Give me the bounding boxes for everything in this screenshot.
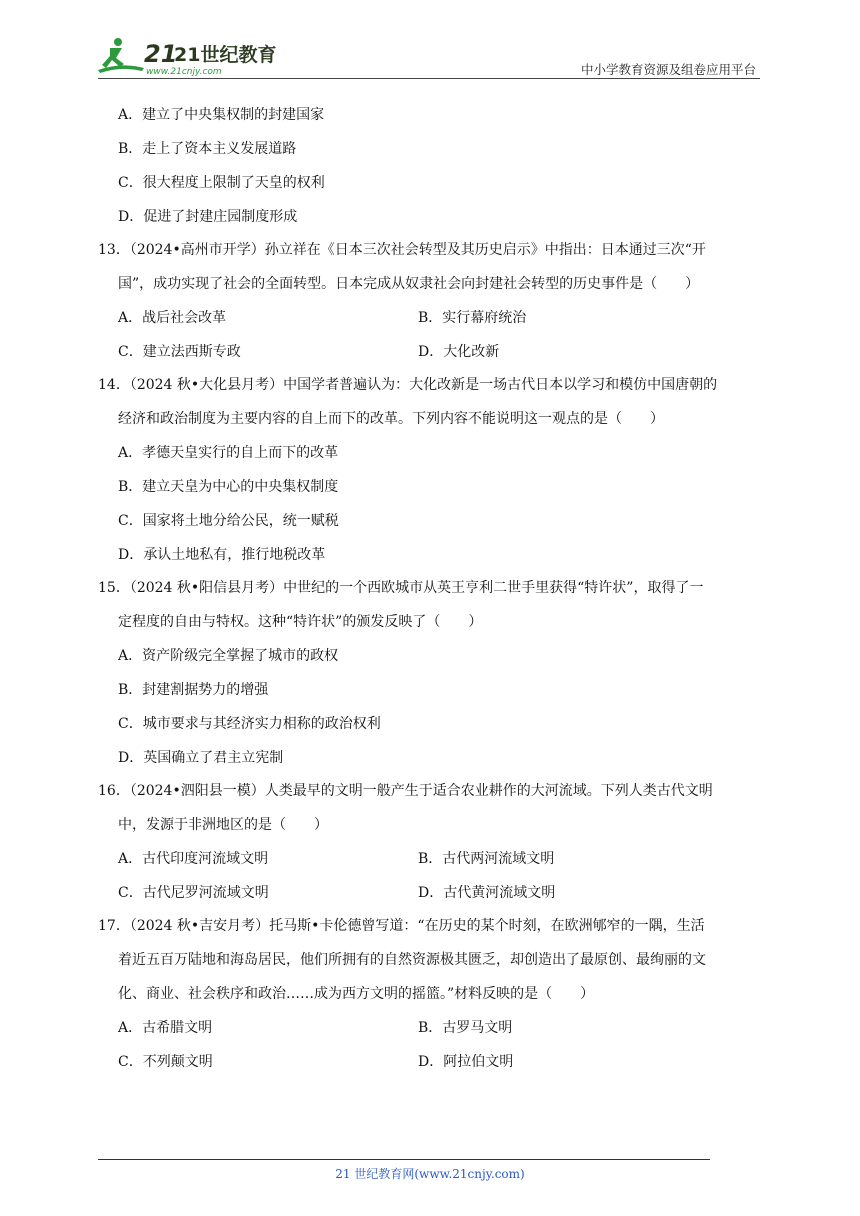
q13-stem-line2: 国”，成功实现了社会的全面转型。日本完成从奴隶社会向封建社会转型的历史事件是（ ）: [118, 276, 700, 292]
svg-text:www.21cnjy.com: www.21cnjy.com: [146, 67, 222, 77]
site-logo: [92, 34, 277, 78]
q13-option-a: A．战后社会改革: [118, 310, 227, 326]
q17-option-d: D．阿拉伯文明: [418, 1054, 514, 1070]
q17-option-b: B．古罗马文明: [418, 1020, 513, 1036]
q16-option-a: A．古代印度河流域文明: [118, 851, 269, 867]
q14-stem-line2: 经济和政治制度为主要内容的自上而下的改革。下列内容不能说明这一观点的是（ ）: [118, 411, 664, 427]
q17-option-c: C．不列颠文明: [118, 1054, 213, 1070]
footer-divider: [98, 1159, 710, 1160]
svg-text:21世纪教育: 21世纪教育: [174, 44, 277, 66]
q14-option-a: A．孝德天皇实行的自上而下的改革: [118, 445, 339, 461]
svg-text:21: 21: [144, 40, 178, 68]
header-divider: [98, 78, 760, 79]
q15-option-b: B．封建割据势力的增强: [118, 682, 269, 698]
q17-stem-line1: 17．（2024 秋•吉安月考）托马斯•卡伦德曾写道：“在历史的某个时刻，在欧洲郇窄的一隅，生活: [98, 918, 705, 934]
q13-option-b: B．实行幕府统治: [418, 310, 527, 326]
q16-stem-line1: 16．（2024•泗阳县一模）人类最早的文明一般产生于适合农业耕作的大河流域。下列人类古代文明: [98, 783, 713, 799]
q17-option-a: A．古希腊文明: [118, 1020, 213, 1036]
q14-option-c: C．国家将土地分给公民，统一赋税: [118, 513, 339, 529]
q16-stem-line2: 中，发源于非洲地区的是（ ）: [118, 817, 328, 833]
q13-stem-line1: 13．（2024•高州市开学）孙立祥在《日本三次社会转型及其历史启示》中指出：日本通过三次“开: [98, 242, 706, 258]
q15-option-a: A．资产阶级完全掌握了城市的政权: [118, 648, 339, 664]
q15-stem-line2: 定程度的自由与特权。这种“特许状”的颁发反映了（ ）: [118, 614, 483, 630]
q12-option-c: C．很大程度上限制了天皇的权利: [118, 175, 325, 191]
q15-option-d: D．英国确立了君主立宪制: [118, 750, 284, 766]
platform-title: 中小学教育资源及组卷应用平台: [580, 62, 756, 77]
footer-link[interactable]: 21 世纪教育网(www.21cnjy.com): [335, 1167, 525, 1181]
q16-option-c: C．古代尼罗河流域文明: [118, 885, 269, 901]
q14-option-b: B．建立天皇为中心的中央集权制度: [118, 479, 339, 495]
q15-stem-line1: 15．（2024 秋•阳信县月考）中世纪的一个西欧城市从英王亨利二世手里获得“特许状”，取得了一: [98, 580, 704, 596]
q16-option-d: D．古代黄河流域文明: [418, 885, 556, 901]
q13-option-d: D．大化改新: [418, 344, 500, 360]
q12-option-d: D．促进了封建庄园制度形成: [118, 209, 298, 225]
q12-option-b: B．走上了资本主义发展道路: [118, 141, 297, 157]
q13-option-c: C．建立法西斯专政: [118, 344, 241, 360]
page-header: [0, 0, 860, 80]
q17-stem-line3: 化、商业、社会秩序和政治……成为西方文明的摇篮。”材料反映的是（ ）: [118, 986, 595, 1002]
q14-stem-line1: 14．（2024 秋•大化县月考）中国学者普遍认为：大化改新是一场古代日本以学习和模仿中国唐朝的: [98, 377, 718, 393]
q17-stem-line2: 着近五百万陆地和海岛居民，他们所拥有的自然资源极其匮乏，却创造出了最原创、最绚丽的文: [118, 952, 706, 968]
q14-option-d: D．承认土地私有，推行地税改革: [118, 547, 326, 563]
q15-option-c: C．城市要求与其经济实力相称的政治权利: [118, 716, 381, 732]
q12-option-a: A．建立了中央集权制的封建国家: [118, 107, 325, 123]
q16-option-b: B．古代两河流域文明: [418, 851, 555, 867]
